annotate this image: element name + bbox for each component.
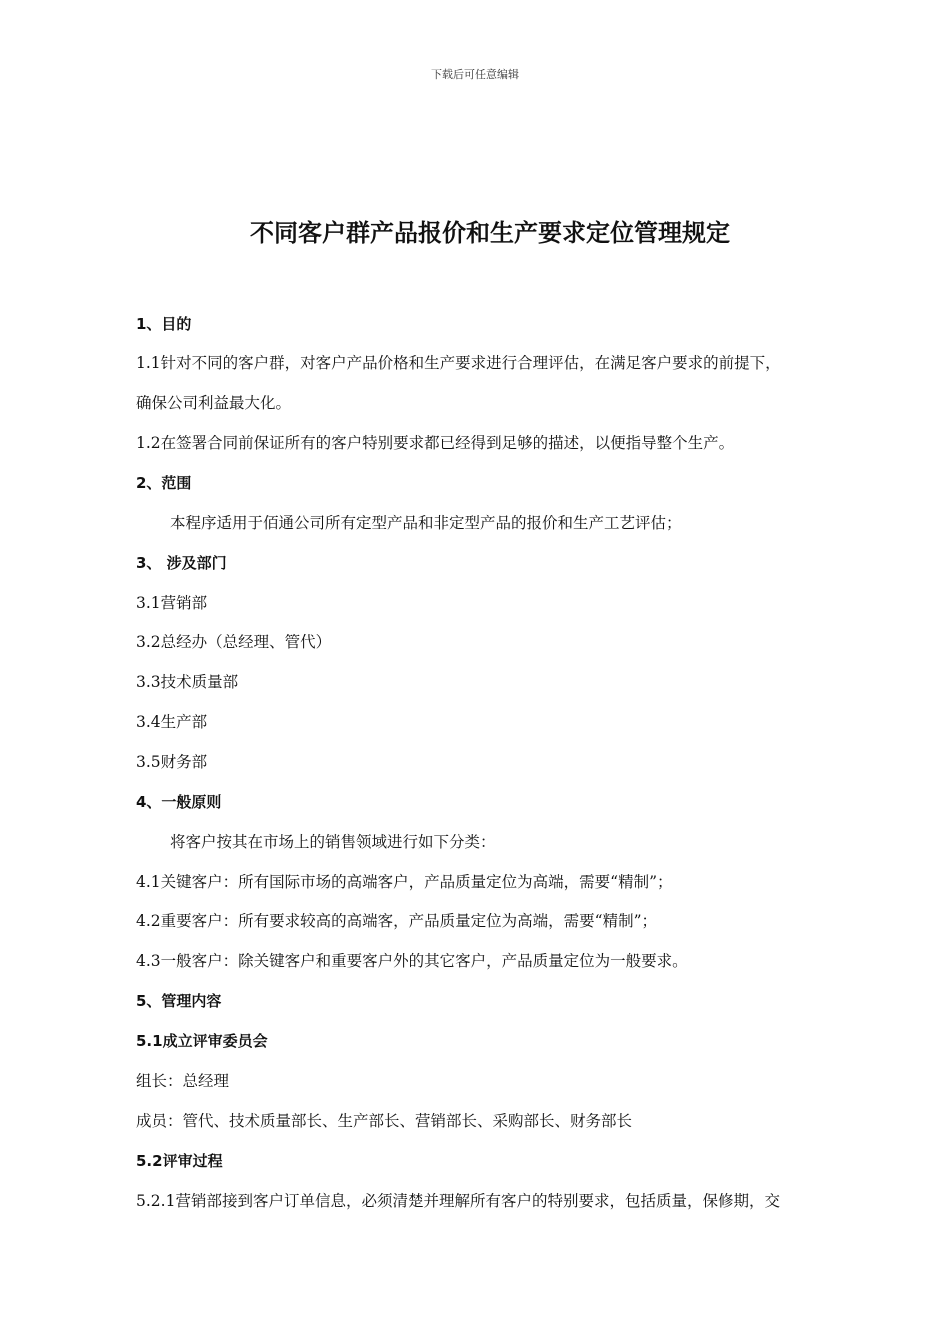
department-item: 3.4生产部 bbox=[136, 713, 208, 731]
paragraph-1-1-line-2: 确保公司利益最大化。 bbox=[136, 394, 292, 412]
committee-leader: 组长：总经理 bbox=[136, 1072, 230, 1090]
header-note: 下载后可任意编辑 bbox=[431, 68, 519, 81]
paragraph-2-scope: 本程序适用于佰通公司所有定型产品和非定型产品的报价和生产工艺评估； bbox=[170, 514, 682, 532]
section-2-heading: 2、范围 bbox=[136, 474, 192, 492]
paragraph-5-2-1: 5.2.1营销部接到客户订单信息，必须清楚并理解所有客户的特别要求，包括质量，保修期，交 bbox=[136, 1192, 780, 1210]
subsection-5-2-heading: 5.2评审过程 bbox=[136, 1152, 223, 1170]
principle-item: 4.3一般客户：除关键客户和重要客户外的其它客户，产品质量定位为一般要求。 bbox=[136, 952, 688, 970]
section-1-heading: 1、目的 bbox=[136, 315, 192, 333]
principle-item: 4.1关键客户：所有国际市场的高端客户，产品质量定位为高端，需要“精制”； bbox=[136, 873, 673, 891]
department-item: 3.2总经办（总经理、管代） bbox=[136, 633, 332, 651]
committee-members: 成员：管代、技术质量部长、生产部长、营销部长、采购部长、财务部长 bbox=[136, 1112, 633, 1130]
paragraph-4-intro: 将客户按其在市场上的销售领域进行如下分类： bbox=[170, 833, 496, 851]
principle-item: 4.2重要客户：所有要求较高的高端客，产品质量定位为高端，需要“精制”； bbox=[136, 912, 658, 930]
section-5-heading: 5、管理内容 bbox=[136, 992, 222, 1010]
document-title: 不同客户群产品报价和生产要求定位管理规定 bbox=[250, 219, 730, 247]
department-item: 3.1营销部 bbox=[136, 594, 208, 612]
subsection-5-1-heading: 5.1成立评审委员会 bbox=[136, 1032, 268, 1050]
paragraph-1-1-line-1: 1.1针对不同的客户群，对客户产品价格和生产要求进行合理评估，在满足客户要求的前提下， bbox=[136, 354, 781, 372]
department-item: 3.5财务部 bbox=[136, 753, 208, 771]
paragraph-1-2: 1.2在签署合同前保证所有的客户特别要求都已经得到足够的描述，以便指导整个生产。 bbox=[136, 434, 735, 452]
section-3-heading: 3、 涉及部门 bbox=[136, 554, 227, 572]
section-4-heading: 4、一般原则 bbox=[136, 793, 222, 811]
department-item: 3.3技术质量部 bbox=[136, 673, 239, 691]
